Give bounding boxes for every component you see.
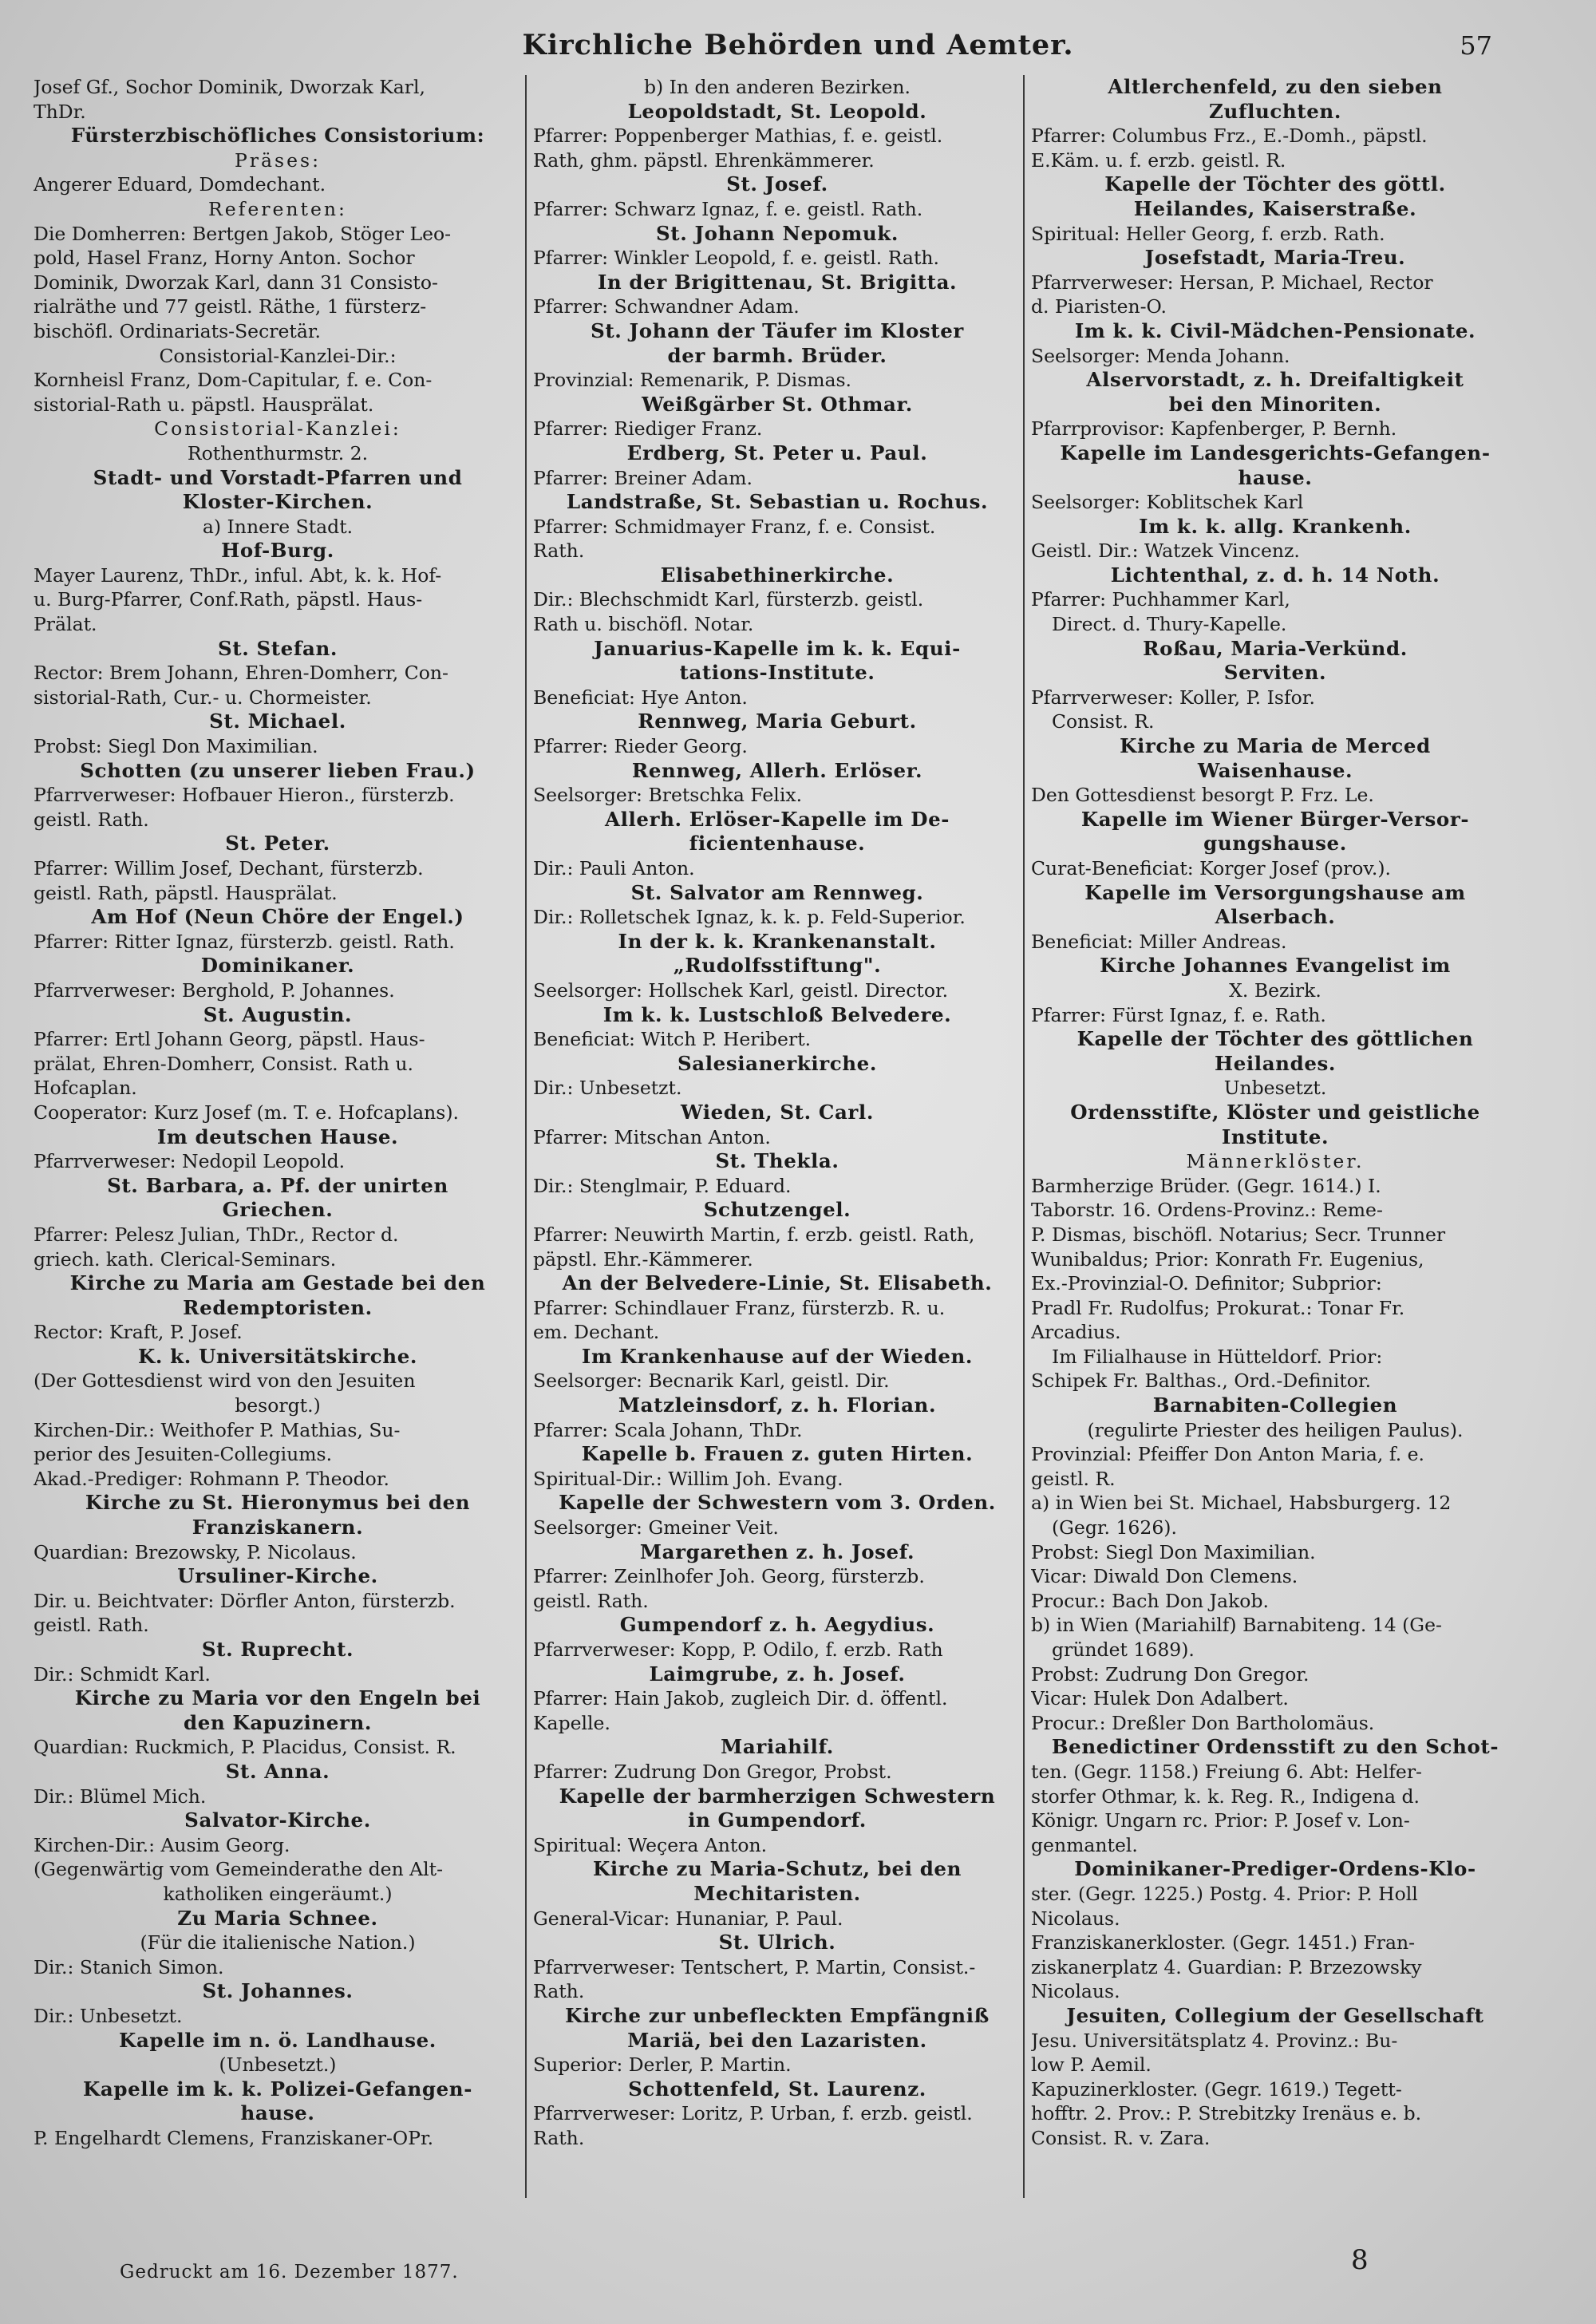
section-heading: Josefstadt, Maria-Treu. (1144, 246, 1406, 270)
text-line: Pfarrverweser: Hofbauer Hieron., fürsterzb. (34, 784, 455, 807)
text-line: Rothenthurmstr. 2. (187, 441, 369, 464)
text-line: Dir.: Stanich Simon. (34, 1955, 224, 1978)
text-line: Pfarrer: Zeinlhofer Joh. Georg, fürsterzb. (533, 1565, 925, 1588)
text-line: gründet 1689). (1052, 1638, 1195, 1661)
section-heading: St. Stefan. (217, 636, 338, 660)
section-heading: Kapelle im Wiener Bürger-Versor- (1080, 807, 1470, 831)
text-line: Franziskanerkloster. (Gegr. 1451.) Fran- (1031, 1931, 1416, 1954)
section-heading: Fürsterzbischöfliches Consistorium: (70, 124, 485, 148)
page-header (0, 24, 1596, 75)
text-line: Seelsorger: Bretschka Felix. (533, 784, 803, 807)
text-line: (Gegenwärtig vom Gemeinderathe den Alt- (34, 1858, 444, 1881)
section-heading: Benedictiner Ordensstift zu den Schot- (1051, 1735, 1499, 1759)
section-heading: St. Barbara, a. Pf. der unirten (107, 1173, 448, 1197)
text-line: Pfarrverweser: Loritz, P. Urban, f. erzb. geistl. (533, 2102, 973, 2125)
text-line: Kapuzinerkloster. (Gegr. 1619.) Tegett- (1031, 2077, 1402, 2101)
section-heading: Kirche zu Maria-Schutz, bei den (592, 1857, 962, 1881)
section-heading: Salvator-Kirche. (184, 1808, 371, 1832)
text-line: Probst: Zudrung Don Gregor. (1031, 1662, 1310, 1686)
section-heading: Zu Maria Schnee. (177, 1906, 378, 1930)
section-heading: An der Belvedere-Linie, St. Elisabeth. (562, 1271, 993, 1295)
text-line: Procur.: Dreßler Don Bartholomäus. (1031, 1711, 1375, 1734)
section-heading: Am Hof (Neun Chöre der Engel.) (91, 905, 464, 929)
section-heading: Allerh. Erlöser-Kapelle im De- (604, 807, 950, 831)
text-line: Probst: Siegl Don Maximilian. (34, 735, 318, 758)
section-heading: Laimgrube, z. h. Josef. (649, 1662, 906, 1686)
text-line: Pfarrer: Schmidmayer Franz, f. e. Consist. (533, 515, 936, 538)
page-number: 57 (1460, 30, 1492, 61)
text-line: Pfarrer: Puchhammer Karl, (1031, 588, 1290, 611)
text-line: Direct. d. Thury-Kapelle. (1052, 613, 1287, 636)
section-heading: Im k. k. Civil-Mädchen-Pensionate. (1074, 318, 1476, 342)
text-line: ten. (Gegr. 1158.) Freiung 6. Abt: Helfer- (1031, 1760, 1423, 1783)
text-line: Pfarrer: Columbus Frz., E.-Domh., päpstl. (1031, 125, 1428, 148)
section-heading: Weißgärber St. Othmar. (642, 392, 913, 416)
text-line: (Gegr. 1626). (1052, 1516, 1177, 1539)
text-line: b) In den anderen Bezirken. (643, 76, 911, 98)
column-left (34, 75, 522, 2198)
text-line: perior des Jesuiten-Collegiums. (34, 1443, 333, 1466)
section-heading: Landstraße, St. Sebastian u. Rochus. (566, 490, 989, 514)
section-heading: Ordensstifte, Klöster und geistliche (1070, 1100, 1480, 1124)
section-heading: Erdberg, St. Peter u. Paul. (626, 441, 928, 464)
text-line: Pfarrer: Mitschan Anton. (533, 1125, 771, 1148)
text-line: Pfarrer: Pelesz Julian, ThDr., Rector d. (34, 1223, 399, 1246)
section-heading: St. Peter. (225, 832, 330, 856)
page-title: Kirchliche Behörden und Aemter. (522, 29, 1074, 61)
column-divider-right (1023, 75, 1025, 2198)
text-line: Geistl. Dir.: Watzek Vincenz. (1031, 540, 1300, 563)
text-line: Pfarrer: Willim Josef, Dechant, fürsterzb. (34, 857, 424, 879)
section-heading: Serviten. (1223, 661, 1327, 685)
text-line: Präses: (234, 148, 321, 172)
section-heading: Franziskanern. (192, 1516, 364, 1539)
text-line: Pradl Fr. Rudolfus; Prokurat.: Tonar Fr. (1031, 1296, 1405, 1319)
column-middle (533, 75, 1021, 2198)
section-heading: Im k. k. Lustschloß Belvedere. (602, 1002, 952, 1026)
text-line: Pfarrverweser: Kopp, P. Odilo, f. erzb. Rath (533, 1638, 943, 1661)
text-line: em. Dechant. (533, 1321, 660, 1344)
text-line: low P. Aemil. (1031, 2053, 1152, 2077)
text-line: Seelsorger: Koblitschek Karl (1031, 491, 1304, 514)
section-heading: Roßau, Maria-Verkünd. (1143, 636, 1408, 660)
text-line: Nicolaus. (1031, 1980, 1120, 2003)
text-line: Dir. u. Beichtvater: Dörfler Anton, fürsterzb. (34, 1589, 456, 1612)
section-heading: „Rudolfsstiftung". (673, 954, 882, 978)
section-heading: Ursuliner-Kirche. (177, 1564, 378, 1588)
section-heading: Kapelle der barmherzigen Schwestern (559, 1784, 996, 1808)
section-heading: tations-Institute. (679, 661, 875, 685)
text-line: Prälat. (34, 613, 97, 636)
text-line: geistl. R. (1031, 1467, 1116, 1490)
text-line: Pfarrverweser: Nedopil Leopold. (34, 1150, 346, 1173)
text-line: u. Burg-Pfarrer, Conf.Rath, päpstl. Haus- (34, 588, 423, 611)
section-heading: Schottenfeld, St. Laurenz. (628, 2077, 926, 2101)
section-heading: Kirche Johannes Evangelist im (1100, 954, 1451, 978)
text-line: Beneficiat: Witch P. Heribert. (533, 1028, 812, 1051)
text-line: a) Innere Stadt. (202, 515, 354, 538)
text-line: bischöfl. Ordinariats-Secretär. (34, 319, 321, 342)
text-line: Beneficiat: Hye Anton. (533, 686, 748, 709)
text-line: genmantel. (1031, 1833, 1138, 1856)
section-heading: Barnabiten-Collegien (1152, 1393, 1398, 1417)
section-heading: gungshause. (1203, 832, 1347, 856)
text-line: Die Domherren: Bertgen Jakob, Stöger Leo- (34, 222, 452, 245)
text-line: geistl. Rath, päpstl. Hausprälat. (34, 881, 338, 904)
text-line: a) in Wien bei St. Michael, Habsburgerg. 12 (1031, 1492, 1452, 1515)
text-line: Pfarrer: Neuwirth Martin, f. erzb. geistl. Rath, (533, 1223, 975, 1246)
section-heading: Hof-Burg. (221, 539, 334, 563)
section-heading: den Kapuzinern. (183, 1710, 373, 1734)
text-line: (Unbesetzt.) (219, 2053, 337, 2077)
text-line: Dir.: Pauli Anton. (533, 857, 695, 879)
text-line: Pfarrverweser: Berghold, P. Johannes. (34, 978, 395, 1002)
text-line: Rath. (533, 540, 585, 563)
section-heading: Matzleinsdorf, z. h. Florian. (618, 1393, 937, 1417)
text-line: ziskanerplatz 4. Guardian: P. Brzezowsky (1031, 1955, 1422, 1978)
section-heading: Kirche zu Maria de Merced (1120, 734, 1431, 758)
text-line: Spiritual: Weçera Anton. (533, 1833, 768, 1856)
text-line: Angerer Eduard, Domdechant. (34, 173, 326, 196)
printing-date-imprint: Gedruckt am 16. Dezember 1877. (120, 2262, 459, 2282)
section-heading: Dominikaner-Prediger-Ordens-Klo- (1074, 1857, 1476, 1881)
text-line: Probst: Siegl Don Maximilian. (1031, 1540, 1316, 1563)
text-line: pold, Hasel Franz, Horny Anton. Sochor (34, 247, 415, 270)
text-line: Vicar: Diwald Don Clemens. (1031, 1565, 1298, 1588)
text-line: Consistorial-Kanzlei: (154, 417, 401, 441)
section-heading: St. Johann der Täufer im Kloster (591, 318, 964, 342)
section-heading: Januarius-Kapelle im k. k. Equi- (594, 636, 961, 660)
section-heading: K. k. Universitätskirche. (137, 1344, 418, 1368)
column-right (1031, 75, 1519, 2198)
text-line: Akad.-Prediger: Rohmann P. Theodor. (34, 1467, 389, 1490)
text-line: Dir.: Blümel Mich. (34, 1785, 207, 1808)
text-line: Rector: Kraft, P. Josef. (34, 1321, 243, 1344)
text-line: Superior: Derler, P. Martin. (533, 2053, 792, 2077)
section-heading: Rennweg, Allerh. Erlöser. (631, 758, 923, 782)
section-heading: Griechen. (222, 1198, 334, 1222)
text-line: storfer Othmar, k. k. Reg. R., Indigena d. (1031, 1785, 1420, 1808)
section-heading: Redemptoristen. (183, 1295, 373, 1319)
text-line: Referenten: (208, 197, 347, 220)
text-line: rialräthe und 77 geistl. Räthe, 1 fürsterz- (34, 295, 427, 318)
text-line: Seelsorger: Hollschek Karl, geistl. Director. (533, 978, 949, 1002)
text-line: Unbesetzt. (1223, 1077, 1327, 1100)
text-line: Jesu. Universitätsplatz 4. Provinz.: Bu- (1031, 2029, 1398, 2052)
signature-mark: 8 (1351, 2244, 1369, 2276)
section-heading: bei den Minoriten. (1168, 392, 1382, 416)
text-line: Kapelle. (533, 1711, 610, 1734)
text-line: Pfarrverweser: Koller, P. Isfor. (1031, 686, 1315, 709)
section-heading: Mechitaristen. (693, 1881, 861, 1905)
text-line: (Der Gottesdienst wird von den Jesuiten (34, 1370, 416, 1393)
section-heading: Kapelle b. Frauen z. guten Hirten. (581, 1442, 974, 1466)
text-line: P. Engelhardt Clemens, Franziskaner-OPr. (34, 2126, 434, 2149)
text-line: Den Gottesdienst besorgt P. Frz. Le. (1031, 784, 1374, 807)
text-line: Rath u. bischöfl. Notar. (533, 613, 754, 636)
text-line: Consist. R. (1052, 710, 1155, 733)
text-line: Pfarrer: Zudrung Don Gregor, Probst. (533, 1760, 892, 1783)
text-line: Arcadius. (1031, 1321, 1121, 1344)
section-heading: In der Brigittenau, St. Brigitta. (597, 270, 958, 294)
section-heading: Kapelle der Schwestern vom 3. Orden. (559, 1491, 996, 1515)
section-heading: St. Johann Nepomuk. (656, 221, 899, 245)
text-line: Pfarrprovisor: Kapfenberger, P. Bernh. (1031, 417, 1397, 441)
section-heading: Kapelle im k. k. Polizei-Gefangen- (83, 2077, 472, 2101)
section-heading: St. Thekla. (715, 1149, 839, 1173)
section-heading: Gumpendorf z. h. Aegydius. (619, 1613, 935, 1637)
section-heading: Waisenhause. (1197, 758, 1353, 782)
text-line: Consist. R. v. Zara. (1031, 2126, 1211, 2149)
section-heading: Schutzengel. (703, 1198, 851, 1222)
section-heading: St. Ulrich. (718, 1931, 836, 1954)
section-heading: Im deutschen Hause. (156, 1124, 399, 1148)
section-heading: Heilandes. (1214, 1051, 1337, 1075)
section-heading: Rennweg, Maria Geburt. (638, 709, 917, 733)
text-line: Pfarrverweser: Tentschert, P. Martin, Consist.- (533, 1955, 976, 1978)
text-line: Pfarrer: Scala Johann, ThDr. (533, 1418, 803, 1441)
text-line: Pfarrer: Schwandner Adam. (533, 295, 800, 318)
text-line: Ex.-Provinzial-O. Definitor; Subprior: (1031, 1272, 1382, 1295)
text-line: Spiritual-Dir.: Willim Joh. Evang. (533, 1467, 843, 1490)
text-line: Königr. Ungarn rc. Prior: P. Josef v. Lon- (1031, 1809, 1410, 1832)
text-line: Quardian: Ruckmich, P. Placidus, Consist. R. (34, 1736, 456, 1759)
section-heading: Kirche zu Maria am Gestade bei den (69, 1271, 486, 1295)
text-line: General-Vicar: Hunaniar, P. Paul. (533, 1907, 843, 1930)
text-line: (regulirte Priester des heiligen Paulus). (1087, 1418, 1464, 1441)
text-line: Nicolaus. (1031, 1907, 1120, 1930)
text-line: Pfarrverweser: Hersan, P. Michael, Rector (1031, 271, 1433, 294)
section-heading: Elisabethinerkirche. (660, 563, 895, 587)
text-line: E.Käm. u. f. erzb. geistl. R. (1031, 148, 1286, 172)
text-line: Dir.: Stenglmair, P. Eduard. (533, 1174, 792, 1197)
section-heading: Zufluchten. (1209, 99, 1341, 123)
text-line: Procur.: Bach Don Jakob. (1031, 1589, 1269, 1612)
text-line: P. Dismas, bischöfl. Notarius; Secr. Trunner (1031, 1223, 1446, 1246)
text-line: Kirchen-Dir.: Weithofer P. Mathias, Su- (34, 1418, 401, 1441)
section-heading: Altlerchenfeld, zu den sieben (1108, 75, 1443, 98)
text-line: Im Filialhause in Hütteldorf. Prior: (1052, 1345, 1383, 1368)
text-line: Pfarrer: Ertl Johann Georg, päpstl. Haus- (34, 1028, 425, 1051)
text-line: Männerklöster. (1186, 1150, 1365, 1173)
section-heading: St. Josef. (726, 172, 828, 196)
section-heading: Kapelle im n. ö. Landhause. (119, 2028, 437, 2052)
section-heading: Kirche zu Maria vor den Engeln bei (74, 1686, 481, 1710)
text-line: Rath. (533, 1980, 585, 2003)
section-heading: ficientenhause. (689, 832, 866, 856)
text-line: Pfarrer: Hain Jakob, zugleich Dir. d. öffentl. (533, 1687, 948, 1710)
text-line: sistorial-Rath, Cur.- u. Chormeister. (34, 686, 372, 709)
text-line: ster. (Gegr. 1225.) Postg. 4. Prior: P. Holl (1031, 1882, 1418, 1905)
text-line: geistl. Rath. (533, 1589, 649, 1612)
text-line: griech. kath. Clerical-Seminars. (34, 1247, 337, 1271)
text-line: Dominik, Dworzak Karl, dann 31 Consisto- (34, 271, 438, 294)
section-heading: Schotten (zu unserer lieben Frau.) (80, 758, 476, 782)
text-line: Vicar: Hulek Don Adalbert. (1031, 1687, 1289, 1710)
section-heading: Leopoldstadt, St. Leopold. (627, 99, 927, 123)
text-line: Quardian: Brezowsky, P. Nicolaus. (34, 1540, 357, 1563)
text-line: d. Piaristen-O. (1031, 295, 1167, 318)
text-line: Seelsorger: Gmeiner Veit. (533, 1516, 779, 1539)
text-line: Rector: Brem Johann, Ehren-Domherr, Con- (34, 662, 448, 685)
section-heading: Institute. (1221, 1124, 1329, 1148)
text-line: Dir.: Blechschmidt Karl, fürsterzb. geistl. (533, 588, 924, 611)
section-heading: Margarethen z. h. Josef. (639, 1539, 915, 1563)
section-heading: Alserbach. (1215, 905, 1336, 929)
text-line: Beneficiat: Miller Andreas. (1031, 930, 1287, 953)
text-line: Pfarrer: Riediger Franz. (533, 417, 763, 441)
section-heading: St. Johannes. (202, 1979, 354, 2003)
section-heading: Wieden, St. Carl. (681, 1100, 874, 1124)
text-line: Wunibaldus; Prior: Konrath Fr. Eugenius, (1031, 1247, 1424, 1271)
text-line: sistorial-Rath u. päpstl. Hausprälat. (34, 393, 374, 416)
text-line: geistl. Rath. (34, 808, 149, 831)
text-line: Barmherzige Brüder. (Gegr. 1614.) I. (1031, 1174, 1381, 1197)
section-heading: St. Ruprecht. (201, 1638, 354, 1661)
section-heading: St. Michael. (209, 709, 346, 733)
section-heading: Kapelle der Töchter des göttl. (1104, 172, 1446, 196)
section-heading: Kapelle im Landesgerichts-Gefangen- (1060, 441, 1491, 464)
section-heading: In der k. k. Krankenanstalt. (618, 929, 937, 953)
section-heading: Im k. k. allg. Krankenh. (1139, 514, 1412, 538)
section-heading: Dominikaner. (200, 954, 355, 978)
text-line: Rath, ghm. päpstl. Ehrenkämmerer. (533, 148, 875, 172)
text-line: Hofcaplan. (34, 1077, 137, 1100)
section-heading: in Gumpendorf. (688, 1808, 867, 1832)
section-heading: Lichtenthal, z. d. h. 14 Noth. (1110, 563, 1440, 587)
text-line: Kirchen-Dir.: Ausim Georg. (34, 1833, 290, 1856)
section-heading: Im Krankenhause auf der Wieden. (581, 1344, 974, 1368)
text-line: Consistorial-Kanzlei-Dir.: (159, 344, 397, 367)
text-line: Provinzial: Pfeiffer Don Anton Maria, f. e. (1031, 1443, 1425, 1466)
section-heading: hause. (240, 2101, 315, 2125)
text-line: Pfarrer: Winkler Leopold, f. e. geistl. Rath. (533, 247, 939, 270)
text-line: Spiritual: Heller Georg, f. erzb. Rath. (1031, 222, 1385, 245)
section-heading: Kapelle im Versorgungshause am (1084, 880, 1466, 904)
text-line: Kornheisl Franz, Dom-Capitular, f. e. Con- (34, 369, 433, 392)
text-line: (Für die italienische Nation.) (140, 1931, 416, 1954)
text-line: Pfarrer: Schwarz Ignaz, f. e. geistl. Rath. (533, 197, 923, 220)
text-line: Schipek Fr. Balthas., Ord.-Definitor. (1031, 1370, 1372, 1393)
section-heading: Mariahilf. (721, 1735, 834, 1759)
section-heading: Kirche zu St. Hieronymus bei den (85, 1491, 471, 1515)
section-heading: St. Augustin. (203, 1002, 353, 1026)
text-line: Pfarrer: Breiner Adam. (533, 466, 753, 489)
text-line: Pfarrer: Schindlauer Franz, fürsterzb. R. u. (533, 1296, 946, 1319)
text-line: Provinzial: Remenarik, P. Dismas. (533, 369, 852, 392)
text-line: Taborstr. 16. Ordens-Provinz.: Reme- (1031, 1199, 1383, 1222)
section-heading: Jesuiten, Collegium der Gesellschaft (1066, 2003, 1484, 2027)
text-line: katholiken eingeräumt.) (163, 1882, 393, 1905)
text-line: besorgt.) (235, 1394, 321, 1417)
text-line: Pfarrer: Fürst Ignaz, f. e. Rath. (1031, 1003, 1326, 1026)
column-divider-left (525, 75, 527, 2198)
text-line: Dir.: Unbesetzt. (533, 1077, 682, 1100)
section-heading: hause. (1238, 465, 1313, 489)
text-line: Pfarrer: Rieder Georg. (533, 735, 748, 758)
text-line: Josef Gf., Sochor Dominik, Dworzak Karl, (34, 76, 425, 98)
text-line: päpstl. Ehr.-Kämmerer. (533, 1247, 753, 1271)
text-line: geistl. Rath. (34, 1614, 149, 1637)
section-heading: Alservorstadt, z. h. Dreifaltigkeit (1086, 368, 1464, 392)
text-line: Cooperator: Kurz Josef (m. T. e. Hofcaplans). (34, 1101, 459, 1124)
text-line: X. Bezirk. (1229, 978, 1321, 1002)
section-heading: St. Anna. (225, 1759, 330, 1783)
section-heading: der barmh. Brüder. (667, 343, 887, 367)
text-line: Rath. (533, 2126, 585, 2149)
text-line: Mayer Laurenz, ThDr., inful. Abt, k. k. Hof- (34, 563, 442, 587)
text-line: Seelsorger: Menda Johann. (1031, 344, 1290, 367)
text-line: Dir.: Schmidt Karl. (34, 1662, 211, 1686)
text-line: Dir.: Rolletschek Ignaz, k. k. p. Feld-Superior. (533, 906, 966, 929)
text-line: ThDr. (34, 100, 86, 123)
section-heading: Kloster-Kirchen. (182, 490, 373, 514)
section-heading: Mariä, bei den Lazaristen. (627, 2028, 927, 2052)
text-line: hofftr. 2. Prov.: P. Strebitzky Irenäus e. b. (1031, 2102, 1422, 2125)
text-line: Pfarrer: Ritter Ignaz, fürsterzb. geistl. Rath. (34, 930, 455, 953)
section-heading: Salesianerkirche. (678, 1051, 877, 1075)
text-line: Pfarrer: Poppenberger Mathias, f. e. geistl. (533, 125, 943, 148)
section-heading: Kirche zur unbefleckten Empfängniß (565, 2003, 990, 2027)
section-heading: Stadt- und Vorstadt-Pfarren und (93, 465, 463, 489)
text-line: b) in Wien (Mariahilf) Barnabiteng. 14 (Ge- (1031, 1614, 1442, 1637)
section-heading: Kapelle der Töchter des göttlichen (1077, 1027, 1474, 1051)
text-line: Curat-Beneficiat: Korger Josef (prov.). (1031, 857, 1392, 879)
text-line: Dir.: Unbesetzt. (34, 2004, 183, 2027)
section-heading: St. Salvator am Rennweg. (630, 880, 924, 904)
text-line: prälat, Ehren-Domherr, Consist. Rath u. (34, 1052, 414, 1075)
text-line: Seelsorger: Becnarik Karl, geistl. Dir. (533, 1370, 890, 1393)
section-heading: Heilandes, Kaiserstraße. (1133, 196, 1417, 220)
